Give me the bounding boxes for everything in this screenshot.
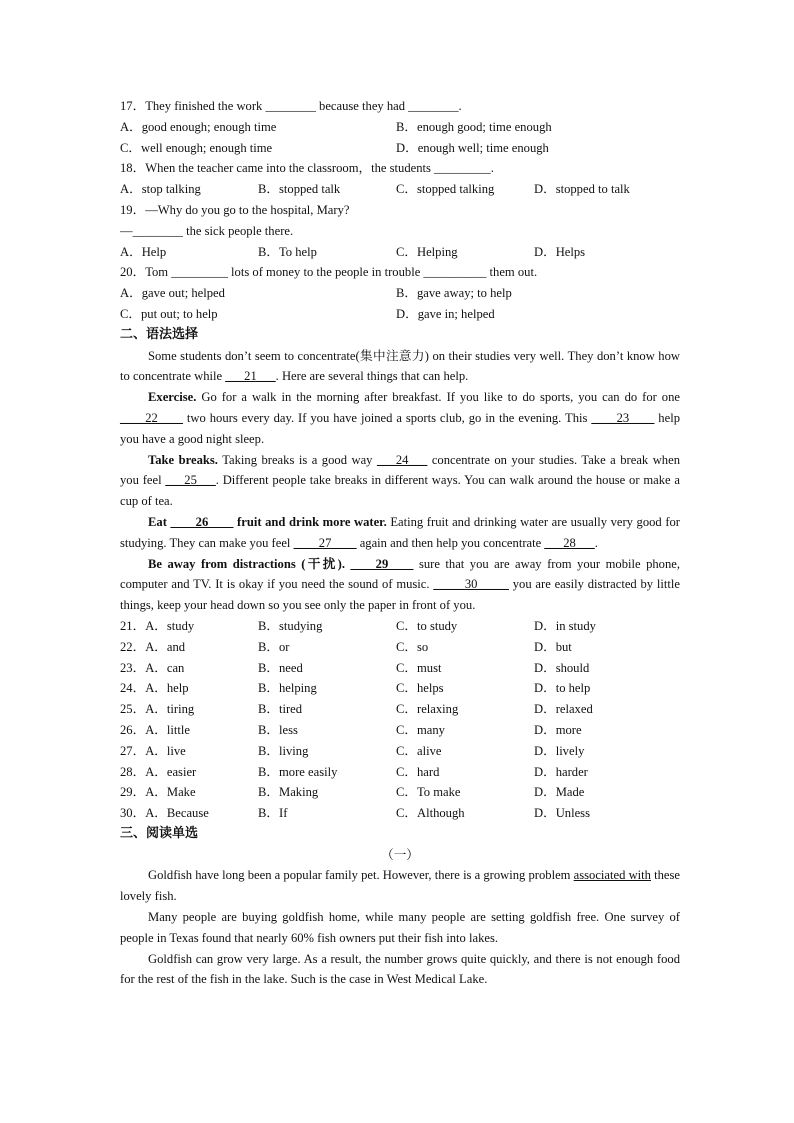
option-a[interactable]: 30．A．Because bbox=[120, 806, 209, 821]
option-row-22 bbox=[120, 637, 680, 658]
reading-paragraph-2: Many people are buying goldfish home, while many people are setting goldfish free. One survey of people in Texas found that nearly 60% fish owners put their fish into lakes. bbox=[120, 910, 680, 945]
option-d[interactable]: D．Unless bbox=[534, 806, 590, 821]
question-18: 18．When the teacher came into the classroom，the students _________. bbox=[120, 161, 494, 176]
option-row-23 bbox=[120, 658, 680, 679]
question-20: 20．Tom _________ lots of money to the people in trouble __________ them out. bbox=[120, 265, 538, 280]
option-c[interactable]: C．must bbox=[396, 660, 442, 675]
option-d[interactable]: D．gave in; helped bbox=[396, 306, 495, 321]
grammar-paragraph-5: Be away from distractions (干扰). ____29____ sure that you are away from your mobile phone, computer and TV. It is okay if you need the sound of music. _____30_____ you are easily distracted by little things, keep your head down so you see only the paper in front of you. bbox=[120, 556, 681, 613]
option-d[interactable]: D．more bbox=[534, 722, 582, 737]
section-3-title: 三、阅读单选 bbox=[120, 825, 199, 841]
question-17: 17．They finished the work ________ because they had ________. bbox=[120, 99, 462, 113]
option-c[interactable]: C．alive bbox=[396, 743, 442, 758]
option-c[interactable]: C．hard bbox=[396, 764, 440, 779]
option-c[interactable]: C．put out; to help bbox=[120, 306, 218, 321]
grammar-paragraph-1: Some students don’t seem to concentrate(集中注意力) on their studies very well. They don’t know how to concentrate while ___21___. Here are several things that can help. bbox=[120, 348, 680, 384]
option-a[interactable]: 27．A．live bbox=[120, 743, 186, 758]
option-b[interactable]: B．or bbox=[258, 639, 290, 654]
option-c[interactable]: C．stopped talking bbox=[396, 182, 495, 197]
blank-21: ___21___ bbox=[225, 369, 276, 384]
option-row-30 bbox=[120, 803, 680, 824]
passage-number: （一） bbox=[381, 847, 419, 862]
grammar-paragraph-3: Take breaks. Taking breaks is a good way ___24___ concentrate on your studies. Take a break when you feel ___25___. Different people take breaks in different ways. You can walk around the house or make a cup of tea. bbox=[120, 452, 680, 509]
option-row bbox=[120, 117, 680, 138]
grammar-paragraph-4: Eat ____26____ fruit and drink more water. Eating fruit and drinking water are usually very good for studying. They can make you feel ____27____ again and then help you concentrate ___28___. bbox=[120, 514, 680, 550]
option-row-25 bbox=[120, 699, 680, 720]
option-row-27 bbox=[120, 741, 680, 762]
option-d[interactable]: D．in study bbox=[534, 618, 596, 633]
option-d[interactable]: D．relaxed bbox=[534, 702, 593, 717]
option-a[interactable]: 29．A．Make bbox=[120, 785, 196, 800]
question-19: 19．—Why do you go to the hospital, Mary? bbox=[120, 202, 350, 217]
option-b[interactable]: B．living bbox=[258, 743, 309, 758]
option-row bbox=[120, 179, 680, 200]
option-b[interactable]: B．need bbox=[258, 660, 303, 675]
underlined-phrase: associated with bbox=[573, 868, 651, 883]
reading-paragraph-1: Goldfish have long been a popular family pet. However, there is a growing problem associated with these lovely fish. bbox=[120, 868, 681, 904]
blank-29: ____29____ bbox=[350, 556, 414, 571]
option-a[interactable]: 24．A．help bbox=[120, 681, 189, 696]
option-d[interactable]: D．should bbox=[534, 660, 590, 675]
option-c[interactable]: C．relaxing bbox=[396, 702, 459, 717]
blank-30: _____30_____ bbox=[433, 577, 509, 592]
blank-24: ___24___ bbox=[376, 452, 428, 467]
option-a[interactable]: 22．A．and bbox=[120, 639, 186, 654]
blank-23: ____23____ bbox=[591, 410, 655, 425]
option-d[interactable]: D．Helps bbox=[534, 244, 586, 259]
section-2-title: 二、语法选择 bbox=[120, 326, 199, 342]
option-d[interactable]: D．but bbox=[534, 639, 572, 654]
option-row bbox=[120, 242, 680, 263]
option-row-29 bbox=[120, 782, 680, 803]
option-c[interactable]: C．helps bbox=[396, 681, 444, 696]
option-b[interactable]: B．If bbox=[258, 806, 288, 821]
option-row bbox=[120, 304, 680, 325]
option-row-26 bbox=[120, 720, 680, 741]
option-row-21 bbox=[120, 616, 680, 637]
option-a[interactable]: A．good enough; enough time bbox=[120, 119, 277, 134]
option-a[interactable]: 25．A．tiring bbox=[120, 702, 195, 717]
blank-27: ____27____ bbox=[293, 535, 357, 550]
option-a[interactable]: 21．A．study bbox=[120, 618, 195, 633]
option-row bbox=[120, 138, 680, 159]
option-a[interactable]: A．stop talking bbox=[120, 182, 201, 197]
option-row-24 bbox=[120, 678, 680, 699]
option-b[interactable]: B．stopped talk bbox=[258, 182, 341, 197]
option-b[interactable]: B．studying bbox=[258, 618, 323, 633]
blank-22: ____22____ bbox=[120, 410, 183, 425]
grammar-paragraph-2: Exercise. Go for a walk in the morning after breakfast. If you like to do sports, you can do for one ____22____ two hours every day. If you have joined a sports club, go in the evening. This ____23____ help you have a good night sleep. bbox=[120, 390, 680, 446]
option-d[interactable]: D．to help bbox=[534, 681, 591, 696]
question-19-reply: —________ the sick people there. bbox=[120, 223, 294, 238]
option-c[interactable]: C．Helping bbox=[396, 244, 458, 259]
option-a[interactable]: 28．A．easier bbox=[120, 764, 197, 779]
option-d[interactable]: D．lively bbox=[534, 743, 585, 758]
option-b[interactable]: B．helping bbox=[258, 681, 317, 696]
option-a[interactable]: 26．A．little bbox=[120, 722, 190, 737]
option-d[interactable]: D．Made bbox=[534, 785, 585, 800]
option-b[interactable]: B．more easily bbox=[258, 764, 338, 779]
option-b[interactable]: B．enough good; time enough bbox=[396, 119, 552, 134]
option-row-28 bbox=[120, 762, 680, 783]
option-row bbox=[120, 283, 680, 304]
option-a[interactable]: A．gave out; helped bbox=[120, 286, 225, 301]
option-b[interactable]: B．gave away; to help bbox=[396, 286, 512, 301]
option-d[interactable]: D．stopped to talk bbox=[534, 182, 630, 197]
option-c[interactable]: C．to study bbox=[396, 618, 458, 633]
option-c[interactable]: C．Although bbox=[396, 806, 465, 821]
option-a[interactable]: A．Help bbox=[120, 244, 167, 259]
option-d[interactable]: D．harder bbox=[534, 764, 588, 779]
reading-paragraph-3: Goldfish can grow very large. As a result, the number grows quite quickly, and there is not enough food for the rest of the fish in the lake. Such is the case in West Medical Lake. bbox=[120, 951, 680, 987]
blank-25: ___25___ bbox=[165, 473, 216, 488]
option-b[interactable]: B．tired bbox=[258, 702, 303, 717]
document-page bbox=[120, 96, 680, 990]
option-c[interactable]: C．many bbox=[396, 722, 445, 737]
option-c[interactable]: C．To make bbox=[396, 785, 461, 800]
blank-26: ____26____ bbox=[170, 514, 234, 529]
option-b[interactable]: B．To help bbox=[258, 244, 317, 259]
option-c[interactable]: C．well enough; enough time bbox=[120, 140, 273, 155]
option-c[interactable]: C．so bbox=[396, 639, 429, 654]
option-d[interactable]: D．enough well; time enough bbox=[396, 140, 549, 155]
option-a[interactable]: 23．A．can bbox=[120, 660, 185, 675]
option-b[interactable]: B．less bbox=[258, 722, 298, 737]
option-b[interactable]: B．Making bbox=[258, 785, 319, 800]
blank-28: ___28___ bbox=[544, 535, 595, 550]
